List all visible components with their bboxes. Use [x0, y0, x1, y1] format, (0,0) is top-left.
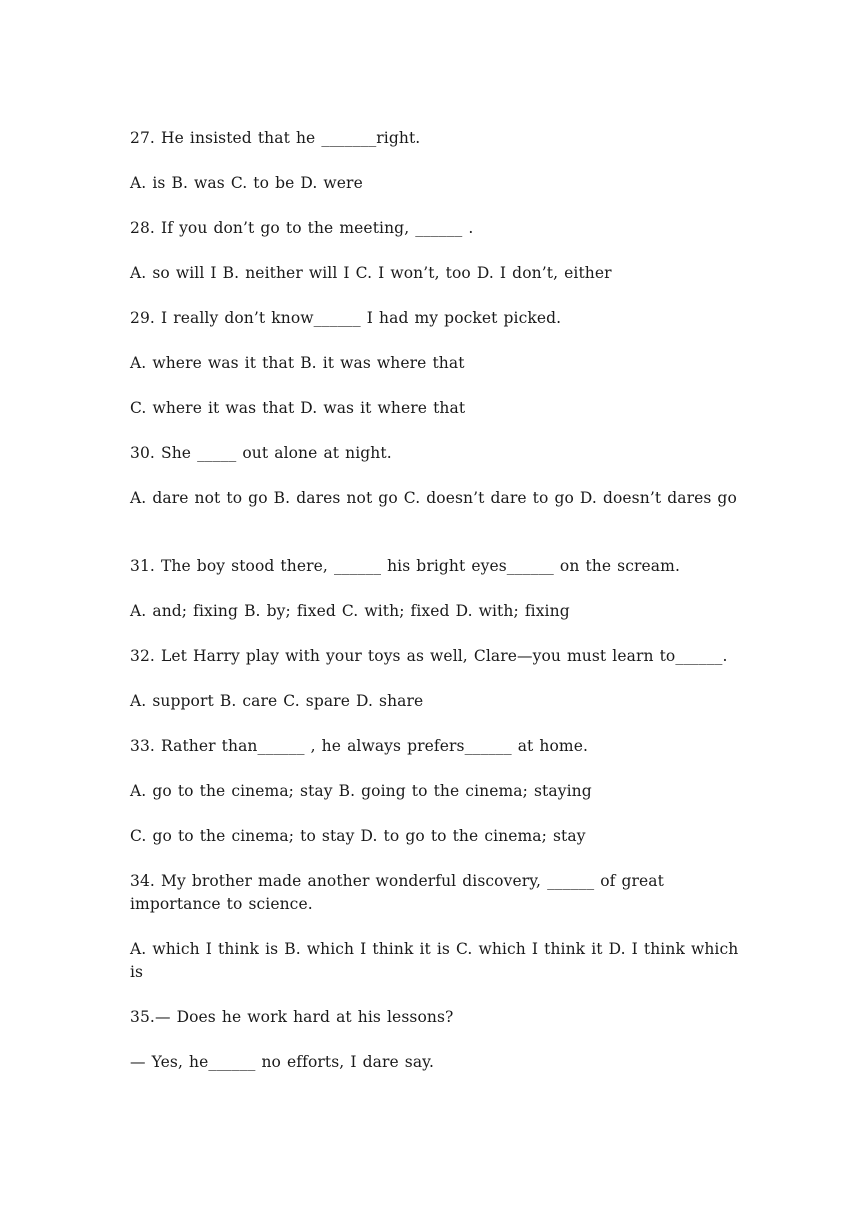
question-29-options-cd: C. where it was that D. was it where that	[130, 399, 466, 417]
question-27: 27. He insisted that he _______right.	[130, 129, 421, 147]
question-31: 31. The boy stood there, ______ his bright eyes______ on the scream.	[130, 557, 680, 575]
question-34: 34. My brother made another wonderful discovery, ______ of great importance to science.	[130, 872, 671, 913]
question-33: 33. Rather than______ , he always prefers______ at home.	[130, 737, 589, 755]
question-33-options-cd: C. go to the cinema; to stay D. to go to the cinema; stay	[130, 827, 586, 845]
question-28-options: A. so will I B. neither will I C. I won’t, too D. I don’t, either	[130, 264, 612, 282]
question-32-options: A. support B. care C. spare D. share	[130, 692, 424, 710]
question-29-options-ab: A. where was it that B. it was where that	[130, 354, 465, 372]
question-32: 32. Let Harry play with your toys as well, Clare—you must learn to______.	[130, 647, 728, 665]
question-31-options: A. and; fixing B. by; fixed C. with; fixed D. with; fixing	[130, 602, 570, 620]
question-30: 30. She _____ out alone at night.	[130, 444, 392, 462]
question-35-answer: — Yes, he______ no efforts, I dare say.	[130, 1053, 434, 1071]
question-28: 28. If you don’t go to the meeting, ______ .	[130, 219, 474, 237]
question-35: 35.— Does he work hard at his lessons?	[130, 1008, 454, 1026]
question-29: 29. I really don’t know______ I had my pocket picked.	[130, 309, 562, 327]
question-34-options: A. which I think is B. which I think it is C. which I think it D. I think which is	[130, 940, 745, 981]
question-27-options: A. is B. was C. to be D. were	[130, 174, 363, 192]
question-33-options-ab: A. go to the cinema; stay B. going to the cinema; staying	[130, 782, 592, 800]
question-30-options: A. dare not to go B. dares not go C. doesn’t dare to go D. doesn’t dares go	[130, 489, 737, 507]
